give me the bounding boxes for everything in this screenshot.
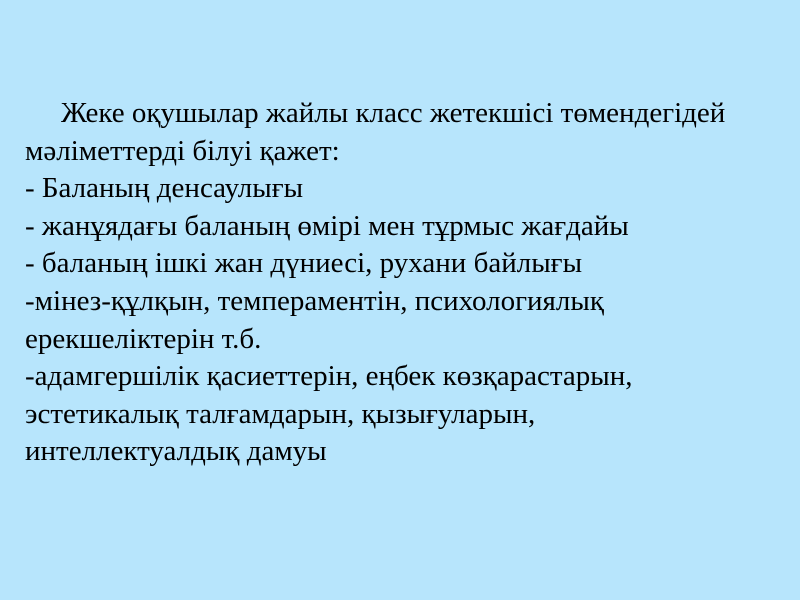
text-line-bullet-4-cont: ерекшеліктерін т.б. <box>25 322 262 355</box>
text-line-bullet-4: -мінез-құлқын, темпераментін, психологиялық <box>25 284 604 317</box>
text-line-bullet-5: -адамгершілік қасиеттерін, еңбек көзқарастарын, <box>25 360 633 393</box>
text-line-intro-2: мәліметтерді білуі қажет: <box>25 134 340 167</box>
text-line-intro-1: Жеке оқушылар жайлы класс жетекшісі төмендегідей <box>61 97 726 129</box>
slide-text-block <box>25 95 793 471</box>
text-line-bullet-3: - баланың ішкі жан дүниесі, рухани байлығы <box>25 247 583 280</box>
text-line-bullet-1: - Баланың денсаулығы <box>25 172 304 205</box>
text-line-bullet-2: - жанұядағы баланың өмірі мен тұрмыс жағдайы <box>25 209 629 242</box>
text-line-bullet-5-end: интеллектуалдық дамуы <box>25 435 327 468</box>
text-line-bullet-5-cont: эстетикалық талғамдарын, қызығуларын, <box>25 397 536 430</box>
